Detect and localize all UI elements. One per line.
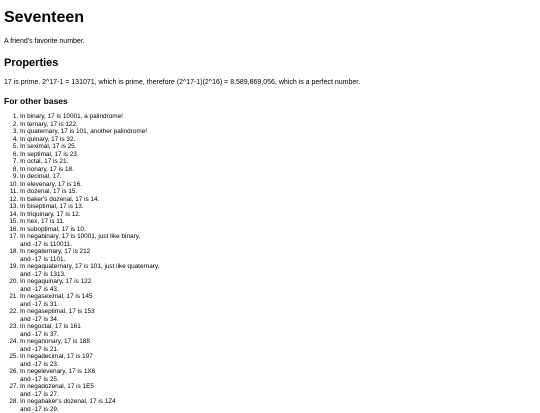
base-line: 7. In octal, 17 is 21. xyxy=(20,158,536,166)
list-item xyxy=(20,113,536,121)
base-line: 18. In negaternary, 17 is 212 xyxy=(20,248,536,256)
list-item xyxy=(20,353,536,368)
page-title: Seventeen xyxy=(4,8,536,28)
base-line: 22. In negaseptimal, 17 is 153 xyxy=(20,308,536,316)
base-line: 27. In negadozenal, 17 is 1E5 xyxy=(20,383,536,391)
base-line: 10. In elevenary, 17 is 16. xyxy=(20,181,536,189)
list-item xyxy=(20,248,536,263)
properties-heading: Properties xyxy=(4,56,536,70)
base-line: 21. In negaseximal, 17 is 145 xyxy=(20,293,536,301)
base-line: 16. In suboptimal, 17 is 10. xyxy=(20,226,536,234)
base-line: 19. In negaquaternary, 17 is 101, just like quaternary, xyxy=(20,263,536,271)
bases-list xyxy=(4,113,536,413)
list-item xyxy=(20,196,536,204)
list-item xyxy=(20,226,536,234)
list-item xyxy=(20,151,536,159)
base-line: 23. In negoctal, 17 is 161 xyxy=(20,323,536,331)
list-item xyxy=(20,166,536,174)
base-line: 8. In nonary, 17 is 18. xyxy=(20,166,536,174)
negative-base-line: and -17 is 1313. xyxy=(20,271,536,279)
list-item xyxy=(20,233,536,248)
negative-base-line: and -17 is 21. xyxy=(20,346,536,354)
list-item xyxy=(20,128,536,136)
negative-base-line: and -17 is 29. xyxy=(20,406,536,413)
list-item xyxy=(20,383,536,398)
negative-base-line: and -17 is 110011. xyxy=(20,241,536,249)
list-item xyxy=(20,293,536,308)
base-line: 24. In neganonary, 17 is 188 xyxy=(20,338,536,346)
negative-base-line: and -17 is 27. xyxy=(20,391,536,399)
base-line: 5. In seximal, 17 is 25. xyxy=(20,143,536,151)
base-line: 9. In decimal, 17. xyxy=(20,173,536,181)
list-item xyxy=(20,158,536,166)
base-line: 2. In ternary, 17 is 122. xyxy=(20,121,536,129)
base-line: 28. In negabaker's dozenal, 17 is 1Z4 xyxy=(20,398,536,406)
list-item xyxy=(20,308,536,323)
base-line: 3. In quaternary, 17 is 101, another palindrome! xyxy=(20,128,536,136)
base-line: 15. In hex, 17 is 11. xyxy=(20,218,536,226)
base-line: 12. In baker's dozenal, 17 is 14. xyxy=(20,196,536,204)
list-item xyxy=(20,181,536,189)
list-item xyxy=(20,121,536,129)
negative-base-line: and -17 is 34. xyxy=(20,316,536,324)
list-item xyxy=(20,368,536,383)
list-item xyxy=(20,203,536,211)
base-line: 14. In triquinary, 17 is 12. xyxy=(20,211,536,219)
list-item xyxy=(20,323,536,338)
list-item xyxy=(20,338,536,353)
base-line: 20. In negaquinary, 17 is 122 xyxy=(20,278,536,286)
properties-text: 17 is prime. 2^17-1 = 131071, which is prime, therefore (2^17-1)(2^16) = 8,589,869,056, which is a perfect number. xyxy=(4,78,536,88)
base-line: 11. In dozenal, 17 is 15. xyxy=(20,188,536,196)
base-line: 6. In septimal, 17 is 23. xyxy=(20,151,536,159)
list-item xyxy=(20,263,536,278)
intro-text: A friend's favorite number. xyxy=(4,37,536,47)
negative-base-line: and -17 is 1101. xyxy=(20,256,536,264)
base-line: 4. In quinary, 17 is 32. xyxy=(20,136,536,144)
list-item xyxy=(20,188,536,196)
list-item xyxy=(20,173,536,181)
negative-base-line: and -17 is 31. xyxy=(20,301,536,309)
other-bases-heading: For other bases xyxy=(4,96,536,107)
base-line: 17. In negabinary, 17 is 10001, just like binary, xyxy=(20,233,536,241)
list-item xyxy=(20,143,536,151)
base-line: 1. In binary, 17 is 10001, a palindrome! xyxy=(20,113,536,121)
negative-base-line: and -17 is 25. xyxy=(20,376,536,384)
list-item xyxy=(20,218,536,226)
negative-base-line: and -17 is 37. xyxy=(20,331,536,339)
list-item xyxy=(20,211,536,219)
list-item xyxy=(20,136,536,144)
base-line: 25. In negadecimal, 17 is 197 xyxy=(20,353,536,361)
list-item xyxy=(20,278,536,293)
list-item xyxy=(20,398,536,413)
negative-base-line: and -17 is 43. xyxy=(20,286,536,294)
negative-base-line: and -17 is 23. xyxy=(20,361,536,369)
base-line: 26. In negelevenary, 17 is 1X6 xyxy=(20,368,536,376)
base-line: 13. In biseptimal, 17 is 13. xyxy=(20,203,536,211)
